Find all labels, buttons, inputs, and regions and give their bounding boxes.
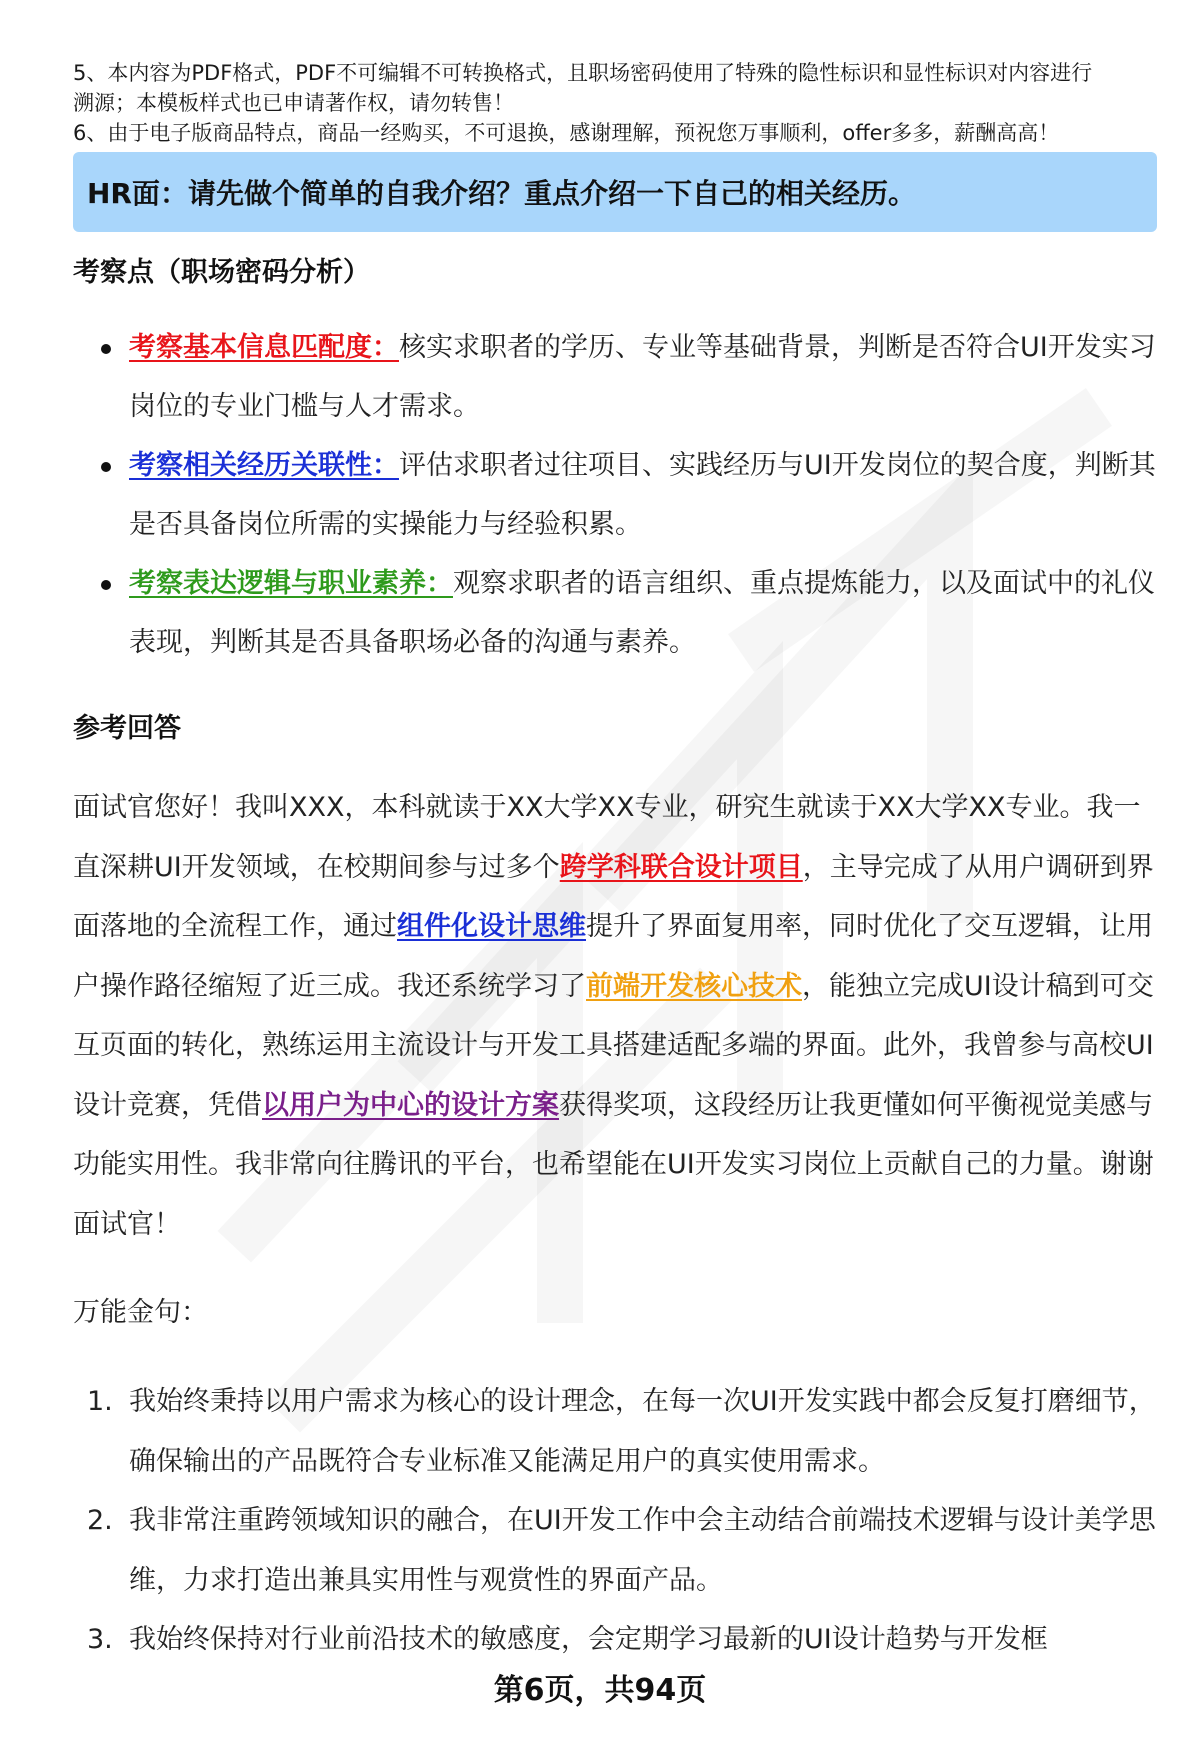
exam-point-title: 考察表达逻辑与职业素养： [129, 568, 453, 599]
golden-sentence-item [73, 1372, 1165, 1491]
golden-sentences-list [73, 1372, 1165, 1670]
hr-question-box [73, 152, 1157, 232]
answer-highlight-orange: 前端开发核心技术 [586, 970, 802, 1002]
notice-line-3: 6、由于电子版商品特点，商品一经购买，不可退换，感谢理解，预祝您万事顺利，offer多多，薪酬高高！ [73, 121, 1060, 145]
exam-point-text: 评估求职者过往项目、实践经历与UI开发岗位的契合度，判断其是否具备岗位所需的实操能力与经验积累。 [129, 450, 1156, 540]
answer-text: ，主导完成了从用户调研到界面落地的全流程工作，通过 [73, 851, 1154, 942]
golden-sentence-item [73, 1491, 1165, 1610]
exam-point-item [73, 436, 1163, 554]
exam-point-title: 考察相关经历关联性： [129, 450, 399, 481]
golden-sentence-text: 我非常注重跨领域知识的融合，在UI开发工作中会主动结合前端技术逻辑与设计美学思维，力求打造出兼具实用性与观赏性的界面产品。 [129, 1505, 1156, 1596]
exam-point-title: 考察基本信息匹配度： [129, 332, 399, 363]
reference-answer-title: 参考回答 [73, 713, 181, 744]
list-number: 3. [87, 1624, 113, 1655]
answer-text: 提升了界面复用率，同时优化了交互逻辑，让用户操作路径缩短了近三成。我还系统学习了 [73, 911, 1153, 1002]
exam-point-item [73, 554, 1163, 672]
exam-points-title: 考察点（职场密码分析） [73, 257, 370, 288]
answer-text: 面试官您好！我叫XXX，本科就读于XX大学XX专业，研究生就读于XX大学XX专业。我一直深耕UI开发领域，在校期间参与过多个 [73, 792, 1141, 883]
notice-line-2: 溯源；本模板样式也已申请著作权，请勿转售！ [73, 91, 514, 115]
page-footer: 第6页，共94页 [493, 1673, 707, 1708]
bullet-dot-icon [101, 344, 111, 354]
golden-sentence-text: 我始终保持对行业前沿技术的敏感度，会定期学习最新的UI设计趋势与开发框 [129, 1624, 1048, 1655]
answer-text: 获得奖项，这段经历让我更懂如何平衡视觉美感与功能实用性。我非常向往腾讯的平台，也希望能在UI开发实习岗位上贡献自己的力量。谢谢面试官！ [73, 1089, 1154, 1240]
exam-point-text: 核实求职者的学历、专业等基础背景，判断是否符合UI开发实习岗位的专业门槛与人才需求。 [129, 332, 1156, 422]
golden-sentence-text: 我始终秉持以用户需求为核心的设计理念，在每一次UI开发实践中都会反复打磨细节，确保输出的产品既符合专业标准又能满足用户的真实使用需求。 [129, 1386, 1156, 1477]
answer-highlight-blue: 组件化设计思维 [397, 911, 586, 942]
notice-line-1: 5、本内容为PDF格式，PDF不可编辑不可转换格式，且职场密码使用了特殊的隐性标识和显性标识对内容进行 [73, 61, 1093, 85]
answer-highlight-purple: 以用户为中心的设计方案 [262, 1089, 559, 1121]
bullet-dot-icon [101, 462, 111, 472]
list-number: 2. [87, 1505, 113, 1536]
answer-highlight-red: 跨学科联合设计项目 [559, 851, 803, 883]
list-number: 1. [87, 1386, 113, 1417]
answer-text: ，能独立完成UI设计稿到可交互页面的转化，熟练运用主流设计与开发工具搭建适配多端的界面。此外，我曾参与高校UI设计竞赛，凭借 [73, 970, 1154, 1121]
exam-points-list [73, 318, 1163, 672]
exam-point-text: 观察求职者的语言组织、重点提炼能力，以及面试中的礼仪表现，判断其是否具备职场必备的沟通与素养。 [129, 568, 1155, 658]
exam-point-item [73, 318, 1163, 436]
golden-sentence-item [73, 1610, 1165, 1670]
bullet-dot-icon [101, 580, 111, 590]
golden-sentences-label: 万能金句： [73, 1297, 208, 1328]
reference-answer-paragraph [73, 778, 1165, 1254]
hr-question-text: HR面：请先做个简单的自我介绍？重点介绍一下自己的相关经历。 [87, 177, 916, 210]
